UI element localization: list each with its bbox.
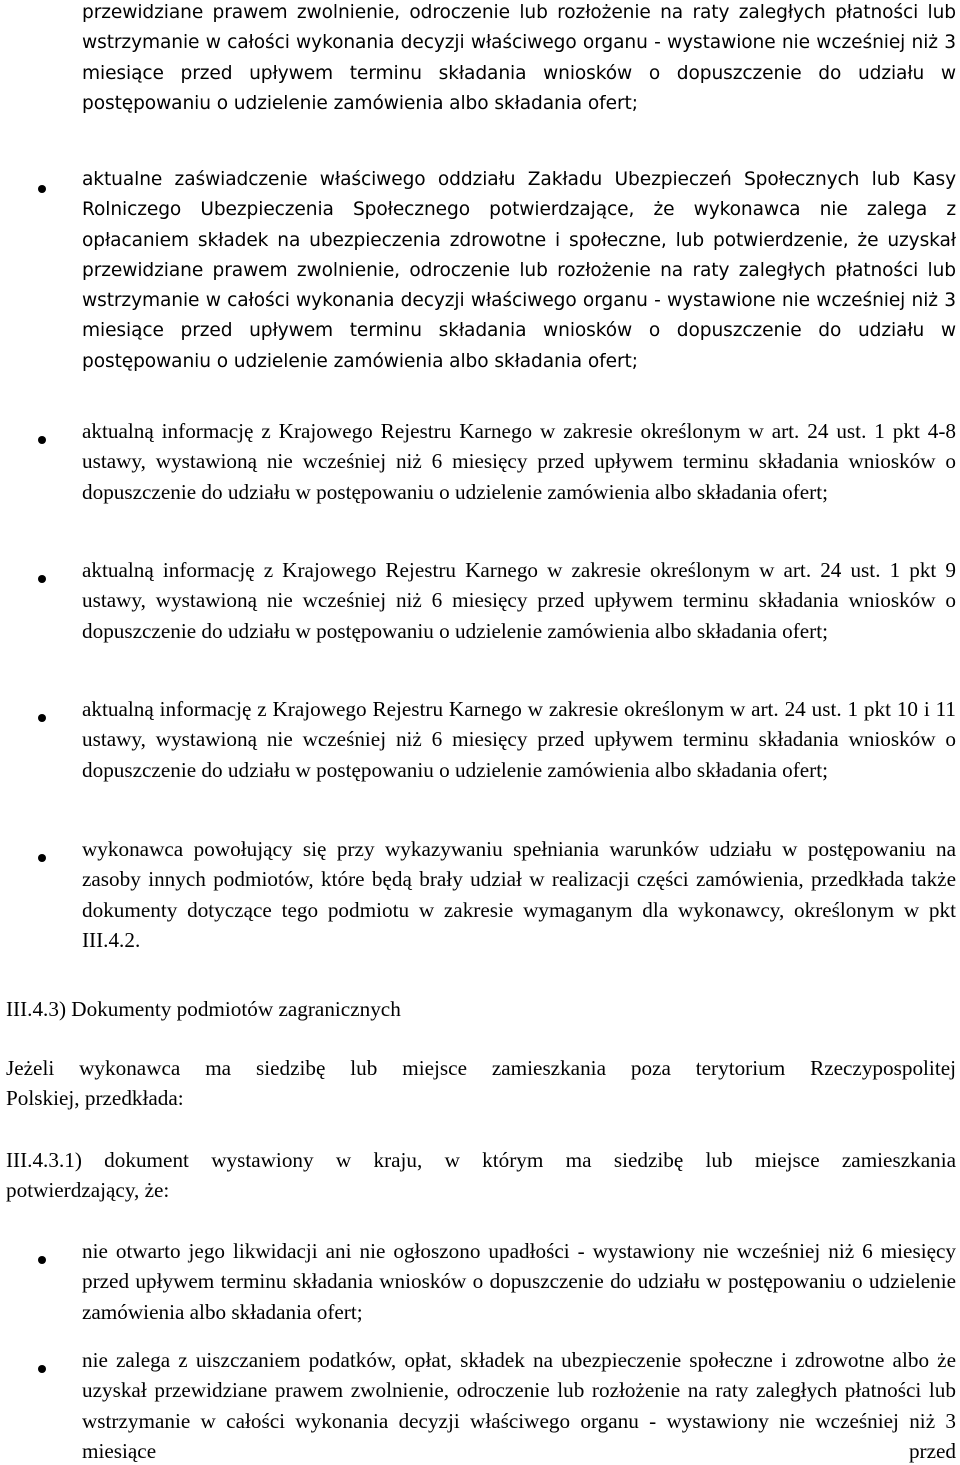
- subsection-iii-4-3-1-line: III.4.3.1) dokument wystawiony w kraju, w którym ma siedzibę lub miejsce zamieszkania: [6, 1148, 956, 1172]
- intro-paragraph-tail: Polskiej, przedkłada:: [6, 1086, 184, 1110]
- list-item-zasoby: wykonawca powołujący się przy wykazywaniu spełniania warunków udziału w postępowaniu na zasoby innych podmiotów, które będą brały udział w realizacji części zamówienia, przedkłada także dokumenty dotyczące tego podmiotu w zakresie wymaganym dla wykonawcy, określonym w pkt III.4.2.: [82, 837, 956, 952]
- intro-paragraph-line: Jeżeli wykonawca ma siedzibę lub miejsce zamieszkania poza terytorium Rzeczypospolitej: [6, 1056, 956, 1080]
- list-item-krk-4-8: aktualną informację z Krajowego Rejestru Karnego w zakresie określonym w art. 24 ust. 1 pkt 4-8 ustawy, wystawioną nie wcześniej niż 6 miesięcy przed upływem terminu składania wniosków o dopuszczenie do udziału w postępowaniu o udzielenie zamówienia albo składania ofert;: [82, 419, 956, 504]
- bullet-icon: [38, 1365, 46, 1373]
- list-item-krk-9: aktualną informację z Krajowego Rejestru Karnego w zakresie określonym w art. 24 ust. 1 pkt 9 ustawy, wystawioną nie wcześniej niż 6 miesięcy przed upływem terminu składania wniosków o dopuszczenie do udziału w postępowaniu o udzielenie zamówienia albo składania ofert;: [82, 558, 956, 643]
- bullet-icon: [38, 185, 46, 193]
- bullet-icon: [38, 436, 46, 444]
- bullet-icon: [38, 714, 46, 722]
- section-heading-iii-4-3: III.4.3) Dokumenty podmiotów zagranicznych: [6, 997, 401, 1021]
- continuation-paragraph: przewidziane prawem zwolnienie, odroczenie lub rozłożenie na raty zaległych płatności lub wstrzymanie w całości wykonania decyzji właściwego organu - wystawione nie wcześniej niż 3 miesiące przed upływem terminu składania wniosków o dopuszczenie do udziału w postępowaniu o udzielenie zamówienia albo składania ofert;: [82, 2, 956, 114]
- list-item-likwidacja: nie otwarto jego likwidacji ani nie ogłoszono upadłości - wystawiony nie wcześniej niż 6 miesięcy przed upływem terminu składania wniosków o dopuszczenie do udziału w postępowaniu o udzielenie zamówienia albo składania ofert;: [82, 1239, 956, 1324]
- bullet-icon: [38, 575, 46, 583]
- bullet-icon: [38, 1256, 46, 1264]
- list-item-krk-10-11: aktualną informację z Krajowego Rejestru Karnego w zakresie określonym w art. 24 ust. 1 pkt 10 i 11 ustawy, wystawioną nie wcześniej niż 6 miesięcy przed upływem terminu składania wniosków o dopuszczenie do udziału w postępowaniu o udzielenie zamówienia albo składania ofert;: [82, 697, 956, 782]
- list-item-zus: aktualne zaświadczenie właściwego oddziału Zakładu Ubezpieczeń Społecznych lub Kasy Rolniczego Ubezpieczenia Społecznego potwierdzające, że wykonawca nie zalega z opłacaniem składek na ubezpieczenia zdrowotne i społeczne, lub potwierdzenie, że uzyskał przewidziane prawem zwolnienie, odroczenie lub rozłożenie na raty zaległych płatności lub wstrzymanie w całości wykonania decyzji właściwego organu - wystawione nie wcześniej niż 3 miesiące przed upływem terminu składania wniosków o dopuszczenie do udziału w postępowaniu o udzielenie zamówienia albo składania ofert;: [82, 169, 956, 372]
- subsection-iii-4-3-1-tail: potwierdzający, że:: [6, 1178, 170, 1202]
- list-item-podatki: nie zalega z uiszczaniem podatków, opłat, składek na ubezpieczenie społeczne i zdrowotne albo że uzyskał przewidziane prawem zwolnienie, odroczenie lub rozłożenie na raty zaległych płatności lub wstrzymanie w całości wykonania decyzji właściwego organu - wystawiony nie wcześniej niż 3 miesiące przed: [82, 1348, 956, 1463]
- bullet-icon: [38, 854, 46, 862]
